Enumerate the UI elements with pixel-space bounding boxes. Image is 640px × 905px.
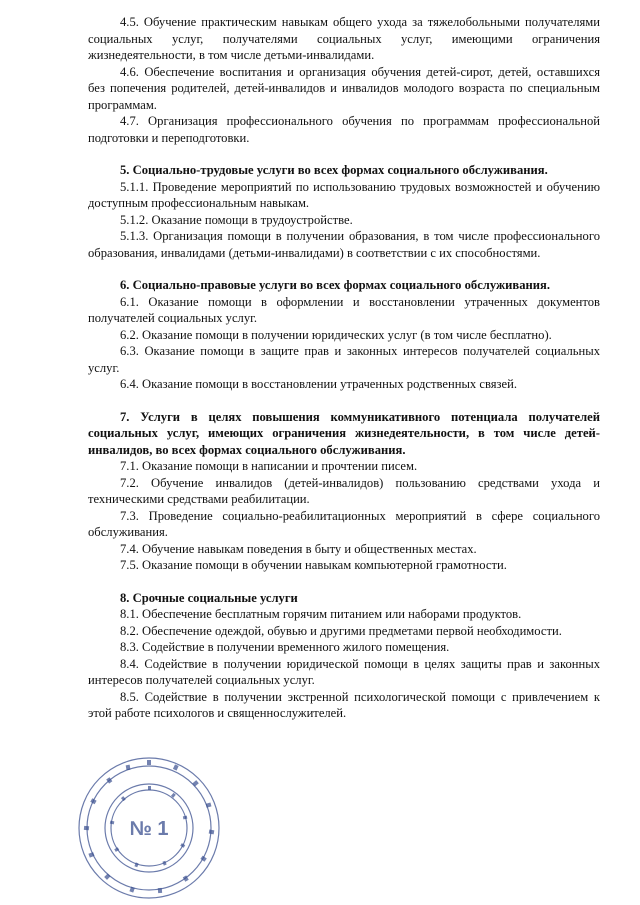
section-6-title: 6. Социально-правовые услуги во всех формах социального обслуживания. — [120, 278, 550, 292]
section-8-title: 8. Срочные социальные услуги — [120, 590, 298, 605]
section-7-title: 7. Услуги в целях повышения коммуникативного потенциала получателей социальных услуг, имеющих ограничения жизнедеятельности, в том числе детей-инвалидов, во всех формах социального обслуживания. — [88, 409, 600, 457]
paragraph-6-4: 6.4. Оказание помощи в восстановлении утраченных родственных связей. — [120, 377, 517, 391]
paragraph-6-1: 6.1. Оказание помощи в оформлении и восстановлении утраченных документов получателей социальных услуг. — [88, 294, 600, 325]
paragraph-7-4: 7.4. Обучение навыкам поведения в быту и общественных местах. — [120, 541, 477, 556]
paragraph-4-5: 4.5. Обучение практическим навыкам общего ухода за тяжелобольными получателями социальных услуг, получателями социальных услуг, имеющими ограничения жизнедеятельности, в том числе детьми-инвалидами. — [88, 15, 600, 62]
seal-number: № 1 — [129, 818, 169, 840]
paragraph-5-1-3: 5.1.3. Организация помощи в получении образования, в том числе профессионального образования, инвалидами (детьми-инвалидами) в соответствии с их способностями. — [88, 229, 600, 260]
paragraph-6-3: 6.3. Оказание помощи в защите прав и законных интересов получателей социальных услуг. — [88, 344, 600, 375]
paragraph-8-4: 8.4. Содействие в получении юридической помощи в целях защиты прав и законных интересов получателей социальных услуг. — [88, 656, 600, 687]
paragraph-8-3: 8.3. Содействие в получении временного жилого помещения. — [120, 640, 450, 654]
paragraph-8-2: 8.2. Обеспечение одеждой, обувью и другими предметами первой необходимости. — [120, 623, 562, 638]
paragraph-8-1: 8.1. Обеспечение бесплатным горячим питанием или наборами продуктов. — [120, 607, 522, 621]
paragraph-4-7: 4.7. Организация профессионального обучения по программам профессиональной подготовки и переподготовки. — [88, 114, 600, 145]
paragraph-5-1-2: 5.1.2. Оказание помощи в трудоустройстве. — [120, 212, 353, 227]
official-seal-stamp — [74, 753, 224, 903]
paragraph-7-3: 7.3. Проведение социально-реабилитационных мероприятий в сфере социального обслуживания. — [88, 508, 600, 539]
paragraph-7-2: 7.2. Обучение инвалидов (детей-инвалидов) пользованию средствами ухода и техническими средствами реабилитации. — [88, 475, 600, 506]
document-page — [88, 14, 600, 722]
paragraph-5-1-1: 5.1.1. Проведение мероприятий по использованию трудовых возможностей и обучению доступным профессиональным навыкам. — [88, 179, 600, 210]
paragraph-6-2: 6.2. Оказание помощи в получении юридических услуг (в том числе бесплатно). — [120, 327, 552, 342]
paragraph-7-5: 7.5. Оказание помощи в обучении навыкам компьютерной грамотности. — [120, 558, 507, 572]
paragraph-7-1: 7.1. Оказание помощи в написании и прочтении писем. — [120, 459, 418, 473]
paragraph-4-6: 4.6. Обеспечение воспитания и организация обучения детей-сирот, детей, оставшихся без попечения родителей, детей-инвалидов и инвалидов молодого возраста по специальным программам. — [88, 64, 600, 112]
paragraph-8-5: 8.5. Содействие в получении экстренной психологической помощи с привлечением к этой работе психологов и священнослужителей. — [88, 689, 600, 720]
section-5-title: 5. Социально-трудовые услуги во всех формах социального обслуживания. — [120, 163, 548, 177]
